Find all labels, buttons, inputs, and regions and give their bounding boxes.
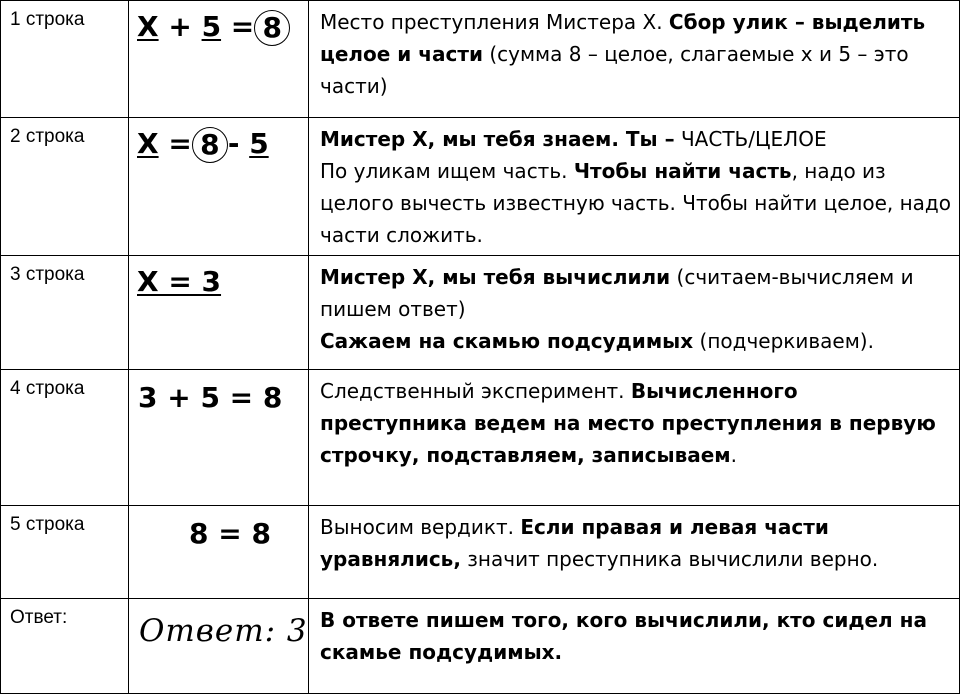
description: [309, 370, 959, 471]
description: [309, 506, 959, 575]
equation-equals: =: [230, 10, 255, 43]
equation: [129, 118, 308, 163]
table-row: [1, 599, 960, 694]
circled-whole: 8: [192, 127, 228, 163]
row-label: 3 строка: [10, 264, 85, 285]
row-label: Ответ:: [10, 607, 68, 628]
description-cell: [309, 506, 960, 599]
description-bold: Мистер Х, мы тебя знаем. Ты –: [320, 127, 675, 151]
equation: 3 + 5 = 8: [138, 381, 283, 414]
equation-plus: +: [168, 10, 192, 43]
equation-solution: X = 3: [137, 265, 222, 298]
row-label: 2 строка: [10, 126, 85, 147]
table-row: [1, 1, 960, 118]
row-label-cell: [1, 118, 129, 256]
table-row: [1, 118, 960, 256]
equation-cell: [129, 256, 309, 370]
equation-cell: [129, 506, 309, 599]
equation-minus: -: [227, 127, 240, 160]
description-cell: [309, 1, 960, 118]
row-label-cell: [1, 1, 129, 118]
row-label-cell: [1, 506, 129, 599]
equation-five: 5: [249, 127, 269, 160]
equation-x: X: [137, 127, 159, 160]
equation-cell: [129, 118, 309, 256]
description-text: , надо из целого вычесть известную часть. Чтобы найти целое, надо части сложить.: [320, 159, 951, 247]
description-text: (считаем-вычисляем и пишем ответ): [320, 265, 914, 321]
row-label-cell: [1, 256, 129, 370]
handwritten-answer: Ответ: 3: [139, 613, 308, 649]
row-label-cell: [1, 370, 129, 506]
equation-equals: =: [168, 127, 192, 160]
description-text: ЧАСТЬ/ЦЕЛОЕ: [674, 127, 827, 151]
description-bold: Мистер Х, мы тебя вычислили: [320, 265, 671, 289]
description-cell: [309, 118, 960, 256]
description-text: По уликам ищем часть.: [320, 159, 574, 183]
description: [309, 599, 959, 668]
description-text: (подчеркиваем).: [693, 329, 874, 353]
description-bold: Сажаем на скамью подсудимых: [320, 329, 694, 353]
description-text: Место преступления Мистера Х.: [320, 10, 669, 34]
equation-five: 5: [201, 10, 222, 43]
table-row: [1, 256, 960, 370]
table-row: [1, 370, 960, 506]
description-bold: Чтобы найти часть: [573, 159, 792, 183]
equation: 8 = 8: [189, 517, 271, 550]
description-text: .: [730, 443, 737, 467]
description-cell: [309, 599, 960, 694]
equation-cell: [129, 1, 309, 118]
equation-cell: [129, 370, 309, 506]
row-label: 1 строка: [10, 9, 85, 30]
row-label: 5 строка: [10, 514, 85, 535]
description-text: Следственный эксперимент.: [320, 379, 631, 403]
description-cell: [309, 370, 960, 506]
equation: [129, 1, 308, 46]
description-bold: Если правая и левая части уравнялись,: [320, 515, 829, 571]
description-text: (сумма 8 – целое, слагаемые х и 5 – это части): [320, 42, 909, 98]
description: [309, 1, 959, 102]
description-bold: В ответе пишем того, кого вычислили, кто сидел на скамье подсудимых.: [320, 608, 927, 664]
row-label-cell: [1, 599, 129, 694]
description-text: значит преступника вычислили верно.: [460, 547, 879, 571]
description-bold: Сбор улик – выделить целое и части: [320, 10, 926, 66]
row-label: 4 строка: [10, 378, 85, 399]
equation-x: X: [137, 10, 159, 43]
description-cell: [309, 256, 960, 370]
equation: [129, 256, 308, 300]
circled-whole: 8: [254, 10, 290, 46]
description: [309, 118, 959, 251]
description: [309, 256, 959, 357]
equation-cell: [129, 599, 309, 694]
description-text: Выносим вердикт.: [320, 515, 521, 539]
table-row: [1, 506, 960, 599]
description-bold: Вычисленного преступника ведем на место преступления в первую строчку, подставляем, записываем: [320, 379, 936, 467]
